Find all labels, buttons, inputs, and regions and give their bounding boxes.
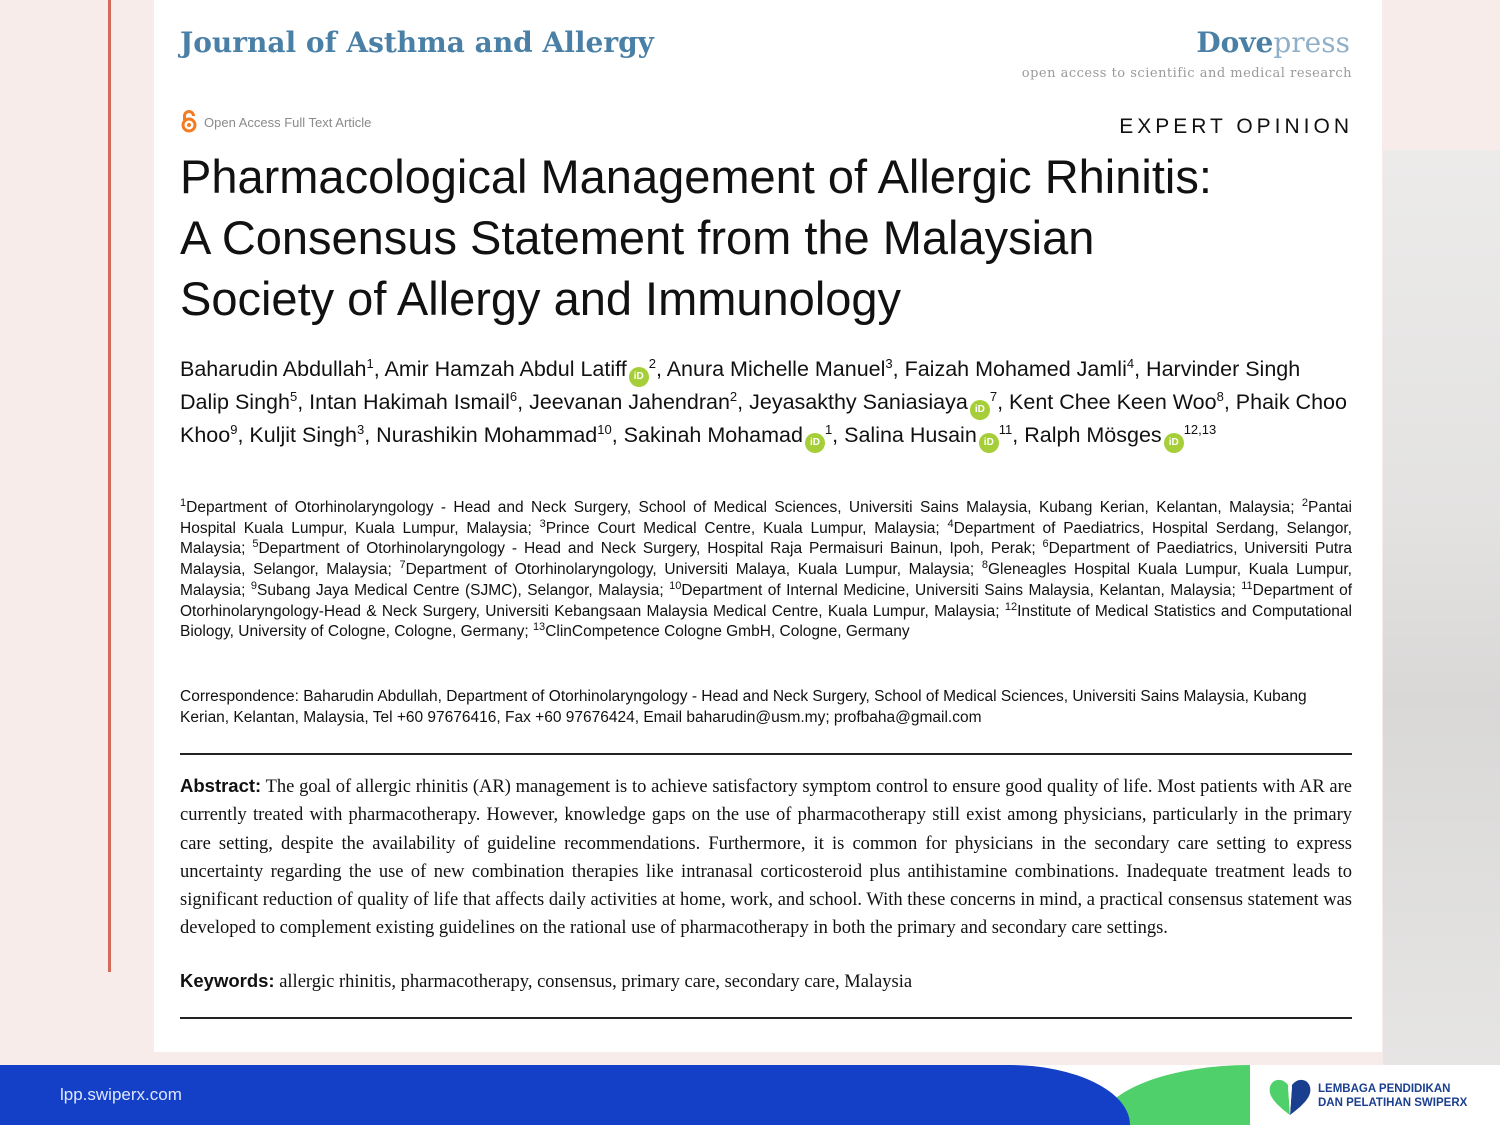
journal-title: Journal of Asthma and Allergy (180, 26, 654, 59)
author-affiliation-sup: 8 (1216, 388, 1224, 404)
author-affiliation-sup: 11 (998, 421, 1013, 437)
affiliation-text: Subang Jaya Medical Centre (SJMC), Selangor, Malaysia; (257, 581, 670, 599)
open-access-badge (180, 110, 371, 134)
title-line: A Consensus Statement from the Malaysian (180, 211, 1095, 264)
orcid-icon[interactable]: iD (629, 367, 649, 387)
author-affiliation-sup: 2 (729, 388, 738, 404)
abstract (180, 772, 1352, 943)
author-separator: , (237, 423, 250, 447)
author-separator: , (1134, 357, 1147, 381)
author-separator: , (832, 423, 845, 447)
author-affiliation-sup: 3 (356, 421, 365, 437)
author-separator: , (892, 357, 905, 381)
orcid-icon[interactable]: iD (979, 433, 999, 453)
affiliation-text: Department of Otorhinolaryngology - Head and Neck Surgery, Hospital Raja Permaisuri Bainun, Ipoh, Perak; (258, 540, 1043, 558)
author-name: Nurashikin Mohammad (376, 423, 598, 447)
publisher-logo (1196, 26, 1350, 59)
affiliation-text: Department of Paediatrics, Hospital Serdang, Selangor, Malaysia; (180, 519, 1352, 558)
swiperx-heart-logo-icon (1268, 1075, 1312, 1117)
publisher-name-strong: Dove (1196, 26, 1274, 59)
affiliation-text: Prince Court Medical Centre, Kuala Lumpur, Malaysia; (545, 519, 948, 537)
keywords-label: Keywords: (180, 970, 275, 991)
article-title (180, 146, 1360, 329)
author-affiliation-sup: 6 (509, 388, 518, 404)
affiliation-number: 13 (532, 621, 546, 634)
author-name: Kent Chee Keen Woo (1009, 390, 1217, 414)
author-name: Salina Husain (844, 423, 977, 447)
keywords-text: allergic rhinitis, pharmacotherapy, consensus, primary care, secondary care, Malaysia (279, 972, 913, 992)
author-name: Baharudin Abdullah (180, 357, 367, 381)
author-name: Intan Hakimah Ismail (309, 390, 510, 414)
affiliations (180, 498, 1352, 643)
author-affiliation-sup: 1 (366, 355, 374, 371)
author-name: Faizah Mohamed Jamli (904, 357, 1127, 381)
divider (180, 753, 1352, 755)
author-name: Anura Michelle Manuel (666, 357, 886, 381)
author-separator: , (364, 423, 377, 447)
article-type: EXPERT OPINION (1119, 115, 1353, 138)
affiliation-number: 5 (252, 538, 259, 551)
affiliation-text: Department of Otorhinolaryngology, Universiti Malaya, Kuala Lumpur, Malaysia; (405, 561, 982, 579)
open-access-label: Open Access Full Text Article (204, 114, 372, 130)
affiliation-text: Department of Otorhinolaryngology - Head and Neck Surgery, School of Medical Sciences, Universiti Sains Malaysia, Kubang Kerian, Kelantan, Malaysia; (186, 499, 1302, 516)
affiliation-text: ClinCompetence Cologne GmbH, Cologne, Germany (545, 623, 910, 641)
title-line: Pharmacological Management of Allergic Rhinitis: (180, 150, 1212, 203)
affiliation-number: 7 (399, 558, 406, 571)
footer-bar (0, 1065, 1500, 1125)
correspondence: Correspondence: Baharudin Abdullah, Department of Otorhinolaryngology - Head and Neck Surgery, School of Medical Sciences, Universiti Sains Malaysia, Kubang Kerian, Kelantan, Malaysia, Tel +60 97676416, Fax +60 97676424, Email baharudin@usm.my; profbaha@gmail.com (180, 688, 1307, 726)
author-separator: , (1223, 390, 1236, 414)
author-name: Harvinder Singh Dalip Singh (180, 357, 1301, 414)
title-line: Society of Allergy and Immunology (180, 272, 902, 325)
author-separator: , (611, 423, 624, 447)
affiliation-number: 10 (669, 579, 682, 592)
org-name-line: LEMBAGA PENDIDIKAN (1318, 1083, 1451, 1095)
left-accent-rule (108, 0, 111, 972)
author-separator: , (373, 357, 385, 381)
author-affiliation-sup: 10 (597, 421, 612, 437)
affiliation-number: 4 (947, 517, 954, 530)
affiliation-number: 8 (981, 558, 988, 571)
author-name: Phaik Choo Khoo (180, 390, 1347, 447)
pill-photo-background (1383, 150, 1500, 1065)
author-name: Kuljit Singh (249, 423, 357, 447)
abstract-text: The goal of allergic rhinitis (AR) management is to achieve satisfactory symptom control to ensure good quality of life. Most patients with AR are currently treated with pharmacotherapy. However, knowledge gaps on the use of pharmacotherapy still exist among physicians, particularly in the primary care setting, despite the availability of guideline recommendations. Furthermore, it is common for physicians in the secondary care setting to express uncertainty regarding the use of new combination therapies like intranasal corticosteroid plus antihistamine combinations. Inadequate treatment leads to significant reduction of quality of life that affects daily activities at home, work, and school. With these concerns in mind, a practical consensus statement was developed to complement existing guidelines on the rational use of pharmacotherapy in both the primary and secondary care settings. (180, 777, 1352, 939)
affiliation-text: Institute of Medical Statistics and Computational Biology, University of Cologne, Cologne, Germany; (180, 602, 1352, 641)
author-affiliation-sup: 5 (289, 388, 298, 404)
affiliation-number: 6 (1042, 538, 1049, 551)
author-affiliation-sup: 3 (885, 355, 893, 371)
author-separator: , (297, 390, 310, 414)
affiliation-text: Department of Otorhinolaryngology-Head & Neck Surgery, Universiti Kebangsaan Malaysia Medical Centre, Kuala Lumpur, Malaysia; (180, 581, 1353, 620)
org-name-line: DAN PELATIHAN SWIPERX (1318, 1097, 1468, 1109)
author-affiliation-sup: 9 (230, 421, 238, 437)
author-name: Ralph Mösges (1024, 423, 1162, 447)
author-affiliation-sup: 1 (824, 421, 833, 437)
affiliation-number: 1 (180, 496, 187, 509)
author-name: Sakinah Mohamad (623, 423, 803, 447)
divider (180, 1017, 1352, 1019)
open-access-icon (180, 110, 198, 134)
orcid-icon[interactable]: iD (1164, 433, 1184, 453)
author-separator: , (997, 390, 1010, 414)
author-name: Jeevanan Jahendran (529, 390, 730, 414)
publisher-tagline: open access to scientific and medical research (1021, 66, 1352, 81)
author-affiliation-sup: 12,13 (1183, 421, 1217, 437)
affiliation-number: 11 (1241, 579, 1253, 592)
author-name: Jeyasakthy Saniasiaya (749, 390, 968, 414)
keywords (180, 970, 1352, 993)
affiliation-text: Department of Paediatrics, Universiti Putra Malaysia, Selangor, Malaysia; (180, 540, 1352, 579)
author-affiliation-sup: 7 (989, 388, 998, 404)
author-separator: , (1012, 423, 1025, 447)
author-separator: , (517, 390, 530, 414)
orcid-icon[interactable]: iD (970, 400, 990, 420)
affiliation-text: Department of Internal Medicine, Universiti Sains Malaysia, Kelantan, Malaysia; (681, 581, 1242, 599)
affiliation-number: 12 (1004, 600, 1018, 613)
orcid-icon[interactable]: iD (805, 433, 825, 453)
affiliation-number: 3 (539, 517, 546, 530)
affiliation-text: Gleneagles Hospital Kuala Lumpur, Kuala Lumpur, Malaysia; (180, 561, 1352, 599)
affiliation-number: 2 (1301, 496, 1309, 509)
affiliation-number: 9 (250, 579, 258, 592)
abstract-label: Abstract: (180, 775, 262, 796)
footer-url-link[interactable]: lpp.swiperx.com (60, 1085, 182, 1104)
affiliation-text: Pantai Hospital Kuala Lumpur, Kuala Lumpur, Malaysia; (180, 499, 1352, 537)
author-name: Amir Hamzah Abdul Latiff (384, 357, 627, 381)
publisher-name-light: press (1273, 26, 1350, 59)
author-affiliation-sup: 4 (1126, 355, 1135, 371)
footer-org-name (1318, 1082, 1467, 1110)
author-separator: , (655, 357, 667, 381)
author-affiliation-sup: 2 (648, 355, 656, 371)
author-separator: , (737, 390, 750, 414)
author-list (180, 354, 1355, 453)
